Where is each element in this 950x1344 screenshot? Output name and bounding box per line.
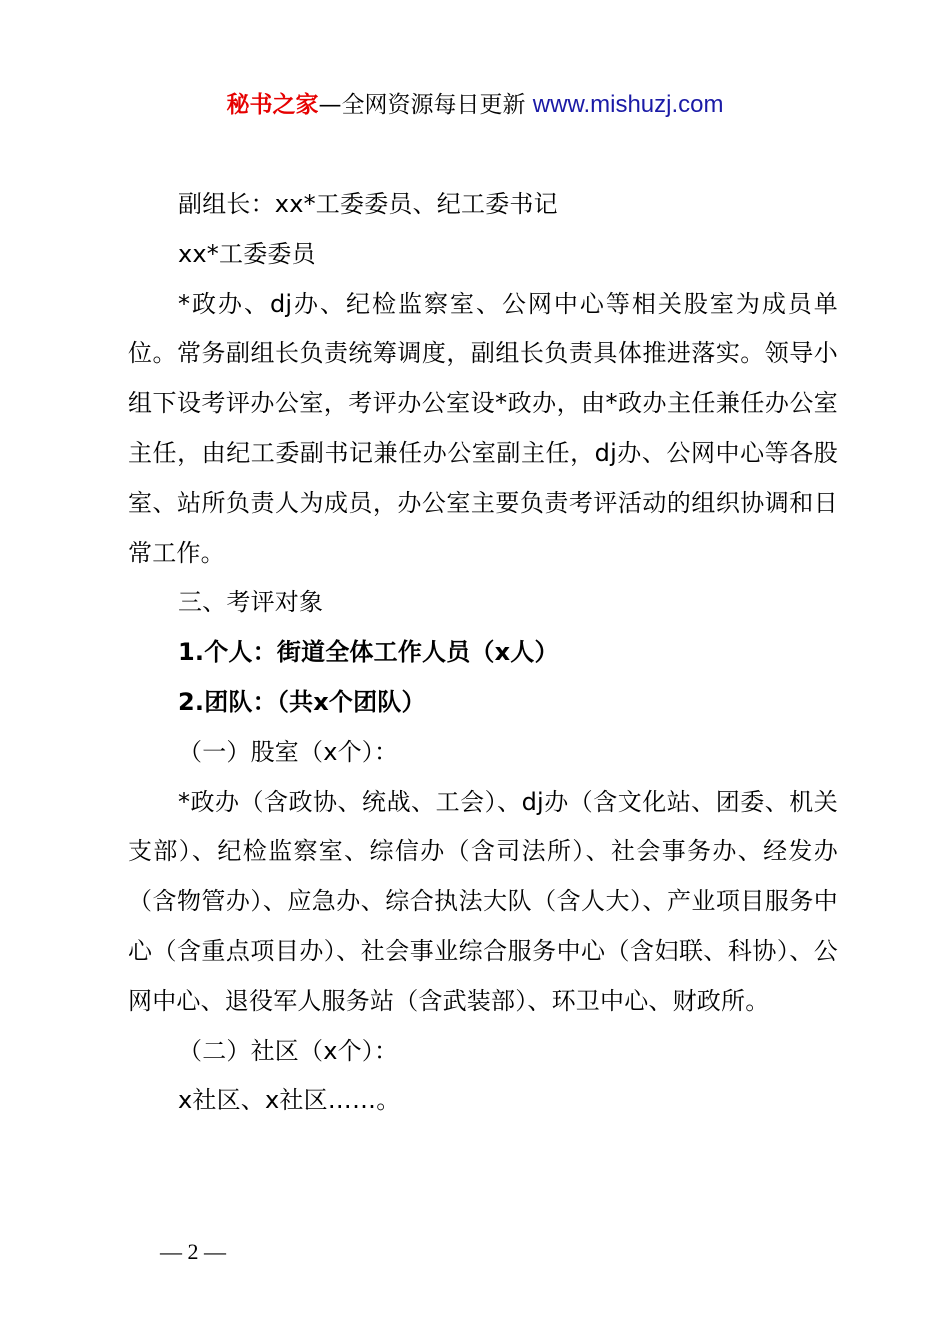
subheading-communities: （二）社区（x个）： [178, 1036, 399, 1065]
paragraph-member-units: *政办、dj办、纪检监察室、公网中心等相关股室为成员单位。常务副组长负责统筹调度，副组长负责具体推进落实。领导小组下设考评办公室，考评办公室设*政办，由*政办主任兼任办公室主任，由纪工委副书记兼任办公室副主任，dj办、公网中心等各股室、站所负责人为成员，办公室主要负责考评活动的组织协调和日常工作。 [128, 289, 838, 567]
brand-name: 秘书之家 [226, 92, 319, 118]
page-number: — 2 — [160, 1239, 226, 1264]
section-heading-evaluation-targets: 三、考评对象 [178, 588, 324, 617]
site-header [0, 88, 950, 122]
subheading-offices: （一）股室（x个）： [178, 737, 399, 766]
paragraph-committee-member: xx*工委委员 [178, 239, 316, 268]
paragraph-office-list: *政办（含政协、统战、工会）、dj办（含文化站、团委、机关支部）、纪检监察室、综信办（含司法所）、社会事务办、经发办（含物管办）、应急办、综合执法大队（含人大）、产业项目服务中心（含重点项目办）、社会事业综合服务中心（含妇联、科协）、公网中心、退役军人服务站（含武装部）、环卫中心、财政所。 [128, 787, 838, 1015]
header-tagline: —全网资源每日更新 [318, 92, 526, 118]
item-teams: 2.团队：（共x个团队） [178, 687, 426, 716]
item-individuals: 1.个人：街道全体工作人员（x人） [178, 638, 559, 667]
paragraph-deputy-leader: 副组长：xx*工委委员、纪工委书记 [178, 190, 558, 218]
document-body [128, 180, 838, 1126]
paragraph-community-list: x社区、x社区……。 [178, 1086, 401, 1115]
site-url-link[interactable]: www.mishuzj.com [532, 91, 724, 118]
